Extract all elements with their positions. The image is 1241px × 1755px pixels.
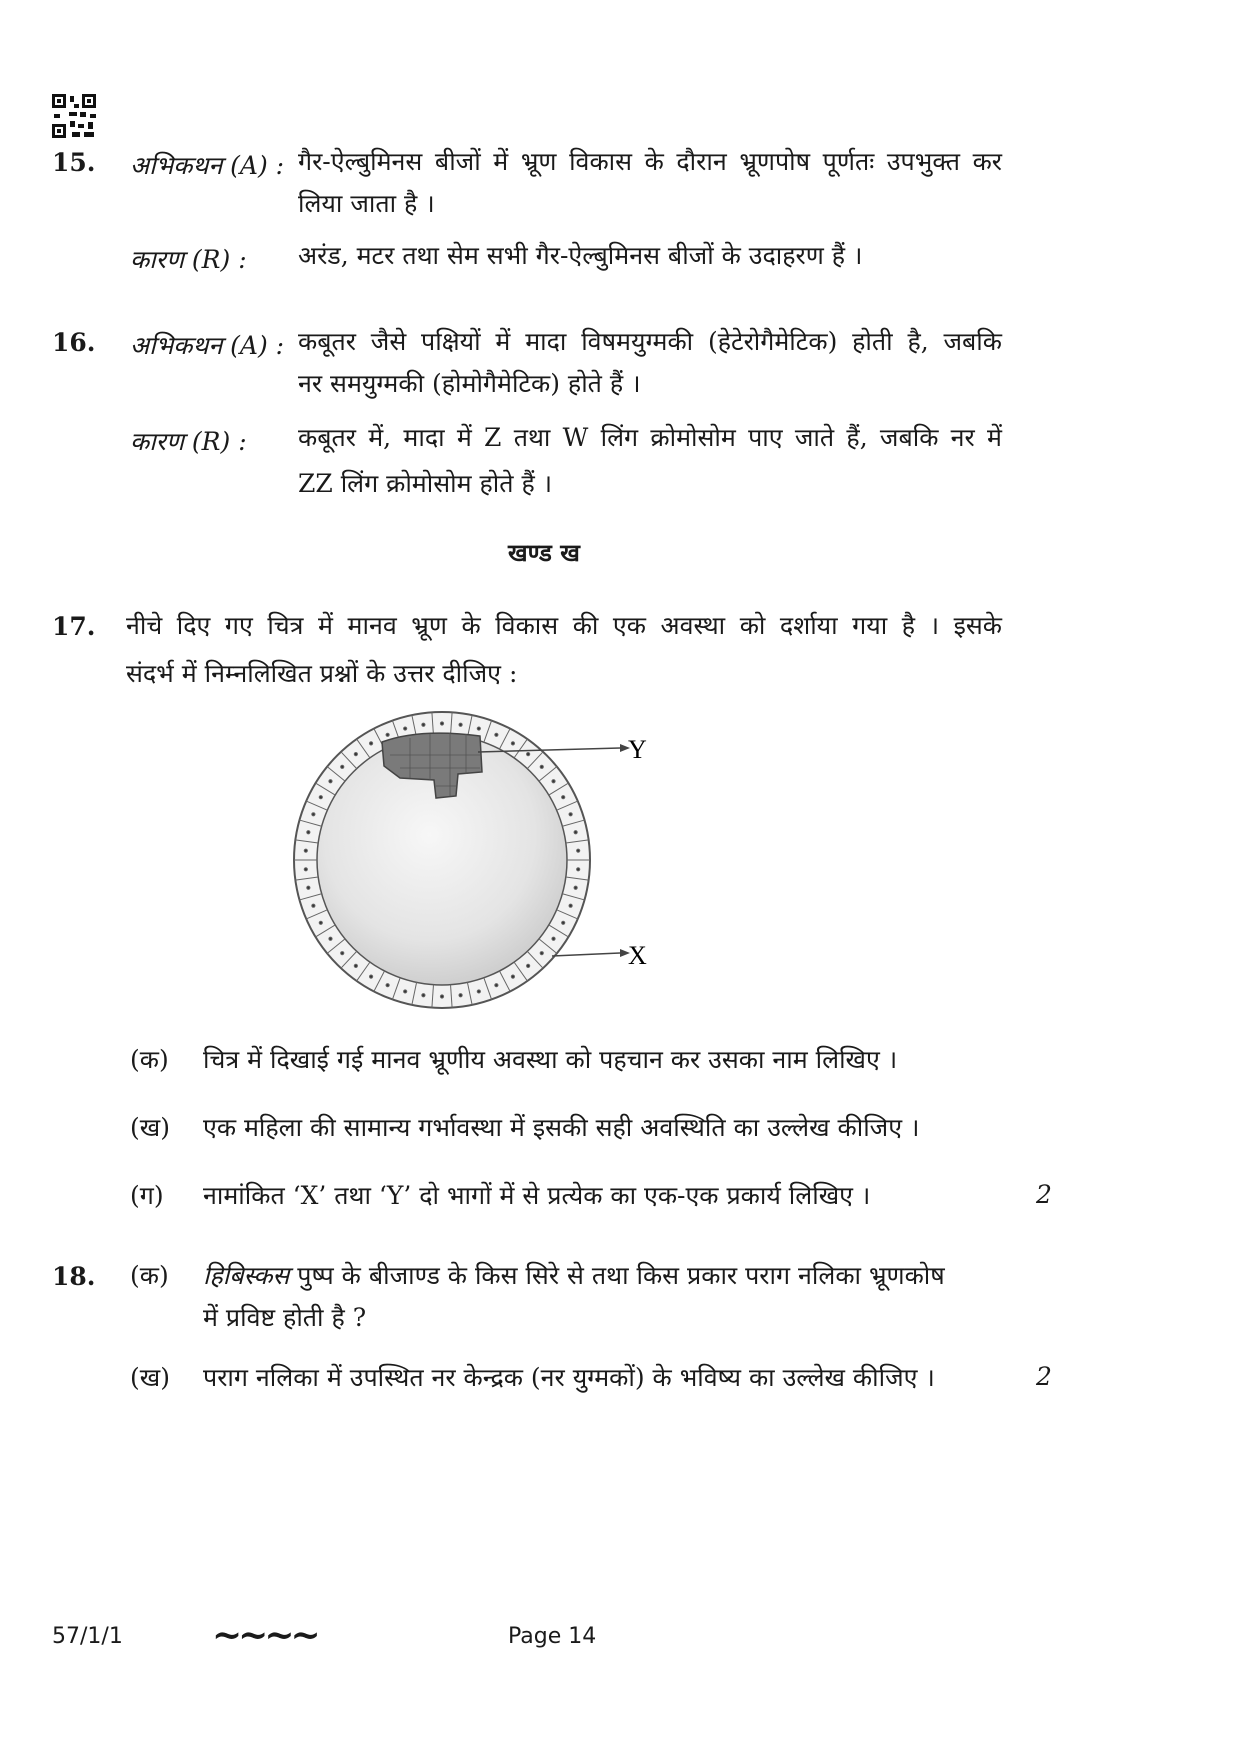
part-text: नामांकित ‘X’ तथा ‘Y’ दो भागों में से प्रत्येक का एक-एक प्रकार्य लिखिए । <box>203 1181 871 1210</box>
page-number: Page 14 <box>508 1624 597 1649</box>
cell-nucleus <box>459 723 462 726</box>
part-text-rest: पुष्प के बीजाण्ड के किस सिरे से तथा किस प्रकार पराग नलिका भ्रूणकोष <box>289 1261 945 1290</box>
cell-nucleus <box>495 984 498 987</box>
label-y: Y <box>628 735 647 764</box>
cell-nucleus <box>341 952 344 955</box>
question-text-continued: संदर्भ में निम्नलिखित प्रश्नों के उत्तर दीजिए : <box>126 659 518 688</box>
paper-code: 57/1/1 <box>52 1624 123 1649</box>
question-number-17: 17. <box>52 612 96 641</box>
part-label: (ग) <box>130 1181 164 1210</box>
cell-nucleus <box>574 886 577 889</box>
cell-nucleus <box>552 780 555 783</box>
cell-nucleus <box>304 849 307 852</box>
reason-text: अरंड, मटर तथा सेम सभी गैर-ऐल्बुमिनस बीजों के उदाहरण हैं । <box>298 241 863 270</box>
cell-nucleus <box>562 921 565 924</box>
cell-nucleus <box>422 723 425 726</box>
cell-nucleus <box>495 733 498 736</box>
assertion-text-continued: नर समयुग्मकी (होमोगैमेटिक) होते हैं । <box>298 369 641 398</box>
cell-nucleus <box>552 937 555 940</box>
cell-nucleus <box>527 964 530 967</box>
part-text: पराग नलिका में उपस्थित नर केन्द्रक (नर युग्मकों) के भविष्य का उल्लेख कीजिए । <box>203 1363 935 1392</box>
cell-nucleus <box>459 994 462 997</box>
cell-nucleus <box>319 921 322 924</box>
cell-nucleus <box>511 742 514 745</box>
cell-nucleus <box>386 733 389 736</box>
blastocyst-diagram <box>290 700 690 1030</box>
part-text <box>203 1254 1003 1298</box>
cell-nucleus <box>477 727 480 730</box>
cell-nucleus <box>422 994 425 997</box>
cell-nucleus <box>307 831 310 834</box>
part-text-italic: हिबिस्कस <box>203 1261 290 1290</box>
assertion-text: कबूतर जैसे पक्षियों में मादा विषमयुग्मकी (हेटेरोगैमेटिक) होती है, जबकि <box>298 327 1002 356</box>
cell-nucleus <box>440 722 443 725</box>
cell-nucleus <box>369 742 372 745</box>
cell-nucleus <box>569 904 572 907</box>
cell-nucleus <box>562 796 565 799</box>
cell-nucleus <box>329 937 332 940</box>
cell-nucleus <box>404 990 407 993</box>
cell-nucleus <box>319 796 322 799</box>
reason-text-continued: ZZ लिंग क्रोमोसोम होते हैं । <box>298 469 553 498</box>
cell-nucleus <box>440 995 443 998</box>
cell-nucleus <box>386 984 389 987</box>
cell-nucleus <box>304 868 307 871</box>
question-number-18: 18. <box>52 1262 96 1291</box>
wave-decoration: ~~~~ <box>212 1614 317 1656</box>
cell-nucleus <box>329 780 332 783</box>
reason-text: कबूतर में, मादा में Z तथा W लिंग क्रोमोसोम पाए जाते हैं, जबकि नर में <box>298 423 1002 452</box>
part-text: चित्र में दिखाई गई मानव भ्रूणीय अवस्था को पहचान कर उसका नाम लिखिए । <box>203 1045 898 1074</box>
part-label: (ख) <box>130 1113 170 1142</box>
cell-nucleus <box>312 904 315 907</box>
question-number-16: 16. <box>52 328 96 357</box>
cell-nucleus <box>540 952 543 955</box>
cell-nucleus <box>577 849 580 852</box>
reason-label: कारण (R) : <box>130 245 247 274</box>
cell-nucleus <box>577 868 580 871</box>
cell-nucleus <box>404 727 407 730</box>
cell-nucleus <box>312 813 315 816</box>
part-label: (ख) <box>130 1363 170 1392</box>
cell-nucleus <box>354 964 357 967</box>
cell-nucleus <box>569 813 572 816</box>
marks: 2 <box>1036 1362 1052 1391</box>
label-x: X <box>628 941 647 970</box>
question-text: नीचे दिए गए चित्र में मानव भ्रूण के विकास की एक अवस्था को दर्शाया गया है । इसके <box>126 611 1002 640</box>
section-heading: खण्ड ख <box>508 538 580 567</box>
marks: 2 <box>1036 1180 1052 1209</box>
cell-nucleus <box>540 765 543 768</box>
cell-nucleus <box>527 753 530 756</box>
assertion-label: अभिकथन (A) : <box>130 331 285 360</box>
cell-nucleus <box>511 975 514 978</box>
qr-code-icon <box>52 94 96 138</box>
reason-label: कारण (R) : <box>130 427 247 456</box>
assertion-label: अभिकथन (A) : <box>130 151 285 180</box>
cell-nucleus <box>307 886 310 889</box>
pointer-line-x <box>552 953 620 956</box>
cell-nucleus <box>369 975 372 978</box>
question-number-15: 15. <box>52 148 96 177</box>
part-text: एक महिला की सामान्य गर्भावस्था में इसकी सही अवस्थिति का उल्लेख कीजिए । <box>203 1113 920 1142</box>
assertion-text-continued: लिया जाता है । <box>298 189 435 218</box>
part-label: (क) <box>130 1261 169 1290</box>
cell-nucleus <box>477 990 480 993</box>
cell-nucleus <box>354 753 357 756</box>
cell-nucleus <box>574 831 577 834</box>
cell-nucleus <box>341 765 344 768</box>
part-text-continued: में प्रविष्ट होती है ? <box>203 1303 367 1332</box>
part-label: (क) <box>130 1045 169 1074</box>
assertion-text: गैर-ऐल्बुमिनस बीजों में भ्रूण विकास के दौरान भ्रूणपोष पूर्णतः उपभुक्त कर <box>298 147 1002 176</box>
